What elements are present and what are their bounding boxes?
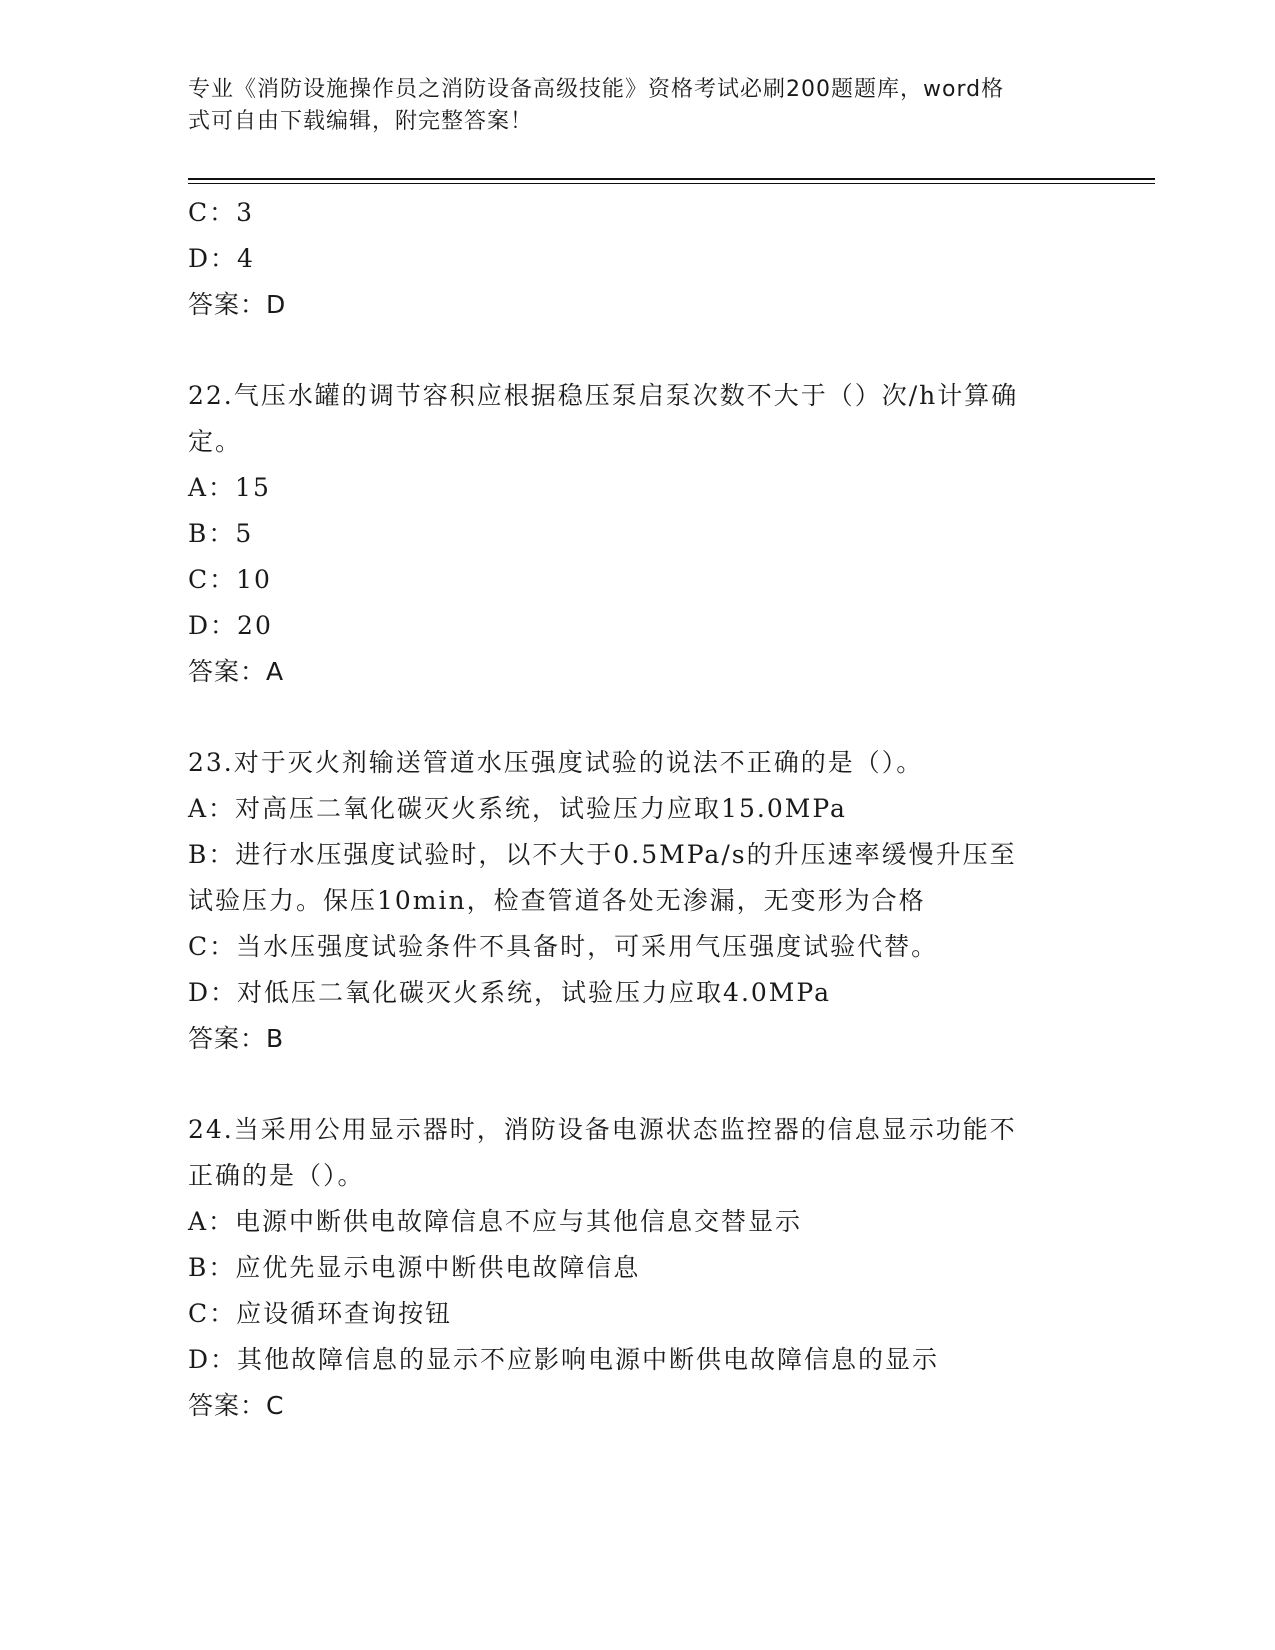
option-d: D：对低压二氧化碳灭火系统，试验压力应取4.0MPa [188,978,832,1007]
question-stem-line-2: 定。 [188,427,243,456]
header-divider-thin [188,183,1155,184]
option-d: D：20 [188,611,273,640]
option-a: A：电源中断供电故障信息不应与其他信息交替显示 [188,1207,803,1236]
question-stem-line-1: 24.当采用公用显示器时，消防设备电源状态监控器的信息显示功能不 [188,1115,1017,1144]
option-d: D：4 [188,244,255,273]
header-title-line-2: 式可自由下载编辑，附完整答案！ [188,109,534,134]
option-d: D：其他故障信息的显示不应影响电源中断供电故障信息的显示 [188,1345,940,1374]
question-spacer [188,695,1088,740]
option-b-line-1: B：进行水压强度试验时，以不大于0.5MPa/s的升压速率缓慢升压至 [188,840,1017,869]
header-title-line-1: 专业《消防设施操作员之消防设备高级技能》资格考试必刷200题题库，word格 [188,77,1005,102]
question-stem: 23.对于灭火剂输送管道水压强度试验的说法不正确的是（）。 [188,748,924,777]
option-a: A：15 [188,473,271,502]
option-b: B：应优先显示电源中断供电故障信息 [188,1253,641,1282]
option-b-line-2: 试验压力。保压10min，检查管道各处无渗漏，无变形为合格 [188,886,926,915]
answer-label: 答案：A [188,657,285,686]
option-a: A：对高压二氧化碳灭火系统，试验压力应取15.0MPa [188,794,847,823]
answer-label: 答案：B [188,1024,285,1053]
question-stem-line-2: 正确的是（）。 [188,1161,365,1190]
answer-label: 答案：C [188,1391,285,1420]
answer-label: 答案：D [188,290,287,319]
option-c: C：3 [188,198,255,227]
question-22 [188,373,1088,695]
question-21 [188,190,1088,328]
question-23 [188,740,1088,1062]
option-c: C：10 [188,565,272,594]
page-header [188,74,1068,138]
question-list [188,190,1088,1429]
option-c: C：应设循环查询按钮 [188,1299,453,1328]
question-stem-line-1: 22.气压水罐的调节容积应根据稳压泵启泵次数不大于（）次/h计算确 [188,381,1019,410]
header-divider-thick [188,178,1155,180]
option-b: B：5 [188,519,254,548]
option-c: C：当水压强度试验条件不具备时，可采用气压强度试验代替。 [188,932,939,961]
question-spacer [188,328,1088,373]
question-spacer [188,1062,1088,1107]
question-24 [188,1107,1088,1429]
